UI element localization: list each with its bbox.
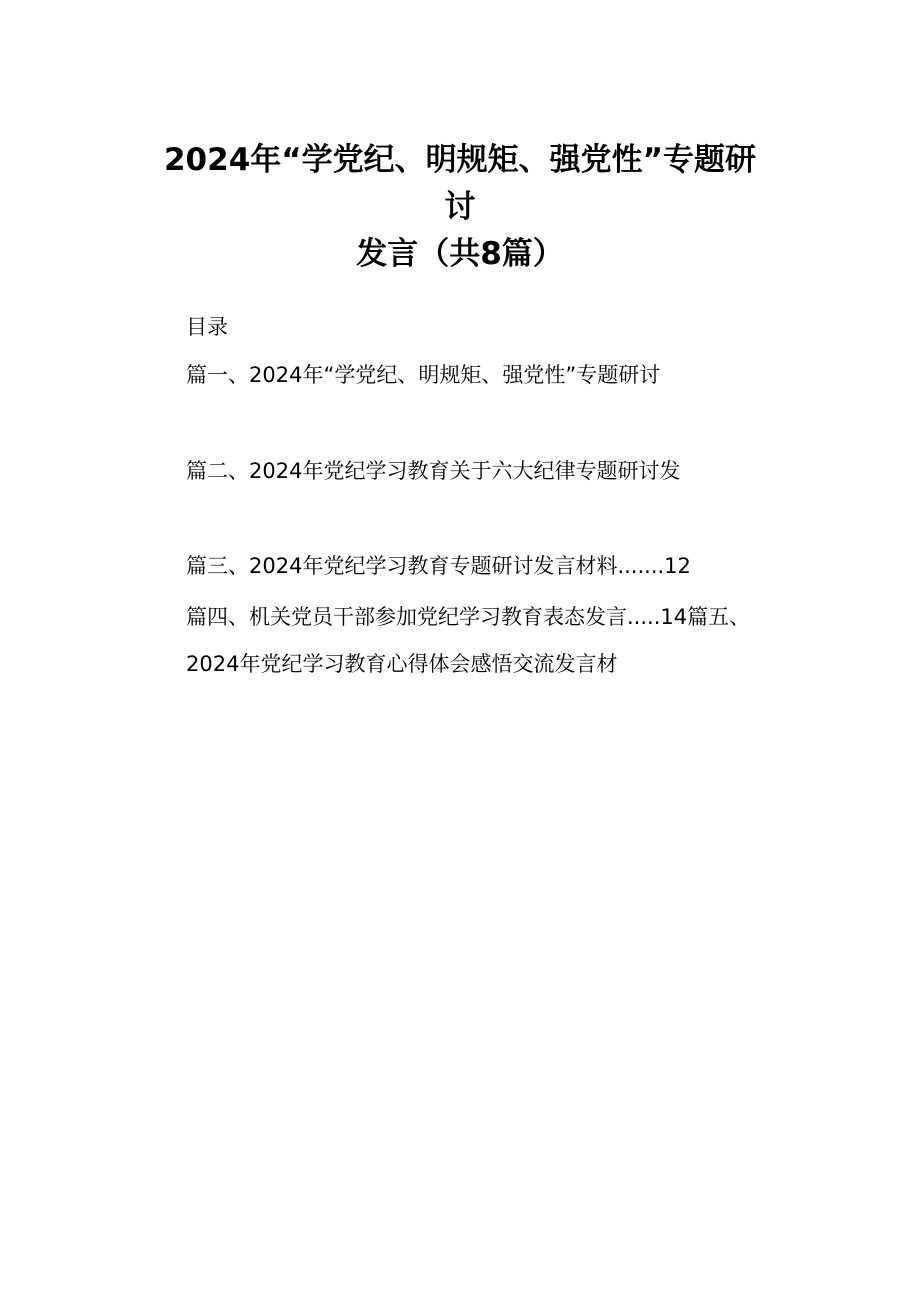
toc-entry-5: 2024年党纪学习教育心得体会感悟交流发言材 (186, 652, 618, 676)
toc-heading: 目录 (186, 315, 228, 339)
toc-entry-3: 篇三、2024年党纪学习教育专题研讨发言材料.......12 (186, 554, 691, 578)
toc-entry-2: 篇二、2024年党纪学习教育关于六大纪律专题研讨发 (186, 459, 681, 483)
toc-entry-1: 篇一、2024年“学党纪、明规矩、强党性”专题研讨 (186, 363, 661, 387)
document-title-line-2: 讨 (444, 189, 476, 225)
document-title-line-3: 发言（共8篇） (356, 236, 564, 272)
toc-entry-4: 篇四、机关党员干部参加党纪学习教育表态发言.....14篇五、 (186, 605, 751, 629)
document-title-line-1: 2024年“学党纪、明规矩、强党性”专题研 (163, 142, 757, 178)
